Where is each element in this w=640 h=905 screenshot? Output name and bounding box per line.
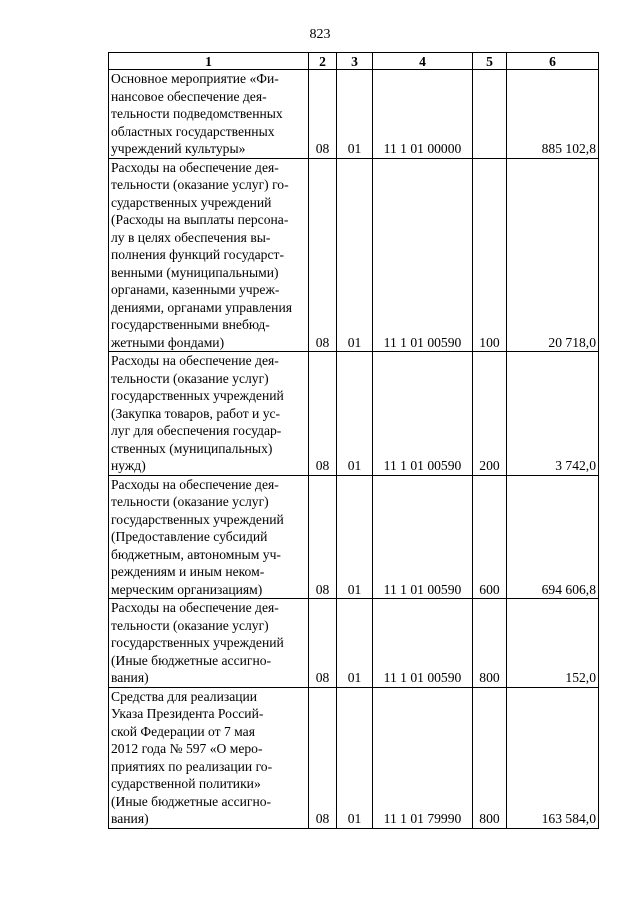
row-amount: 152,0 xyxy=(507,599,599,688)
row-expense-type: 200 xyxy=(473,352,507,476)
row-subsection: 01 xyxy=(337,158,373,352)
row-name: Расходы на обеспечение дея- тельности (оказание услуг) государственных учреждений (Закупка товаров, работ и ус- луг для обеспечения государ- ственных (муниципальных) нужд) xyxy=(109,352,309,476)
row-target: 11 1 01 00000 xyxy=(373,70,473,159)
row-section: 08 xyxy=(309,687,337,828)
header-col-4: 4 xyxy=(373,53,473,70)
row-target: 11 1 01 00590 xyxy=(373,352,473,476)
row-amount: 20 718,0 xyxy=(507,158,599,352)
table-header xyxy=(109,53,599,70)
header-col-3: 3 xyxy=(337,53,373,70)
row-amount: 163 584,0 xyxy=(507,687,599,828)
row-amount: 694 606,8 xyxy=(507,475,599,599)
row-target: 11 1 01 79990 xyxy=(373,687,473,828)
row-section: 08 xyxy=(309,475,337,599)
row-section: 08 xyxy=(309,352,337,476)
row-name: Средства для реализации Указа Президента Россий- ской Федерации от 7 мая 2012 года № 597 «О меро- приятиях по реализации го- сударственной политики» (Иные бюджетные ассигно- вания) xyxy=(109,687,309,828)
table-row xyxy=(109,158,599,352)
table-row xyxy=(109,352,599,476)
row-subsection: 01 xyxy=(337,687,373,828)
row-subsection: 01 xyxy=(337,599,373,688)
row-section: 08 xyxy=(309,70,337,159)
table-row xyxy=(109,70,599,159)
row-expense-type: 600 xyxy=(473,475,507,599)
row-subsection: 01 xyxy=(337,475,373,599)
row-expense-type: 800 xyxy=(473,599,507,688)
table-body xyxy=(109,70,599,829)
row-section: 08 xyxy=(309,158,337,352)
row-amount: 3 742,0 xyxy=(507,352,599,476)
header-row xyxy=(109,53,599,70)
row-expense-type: 800 xyxy=(473,687,507,828)
header-col-6: 6 xyxy=(507,53,599,70)
table-row xyxy=(109,599,599,688)
row-amount: 885 102,8 xyxy=(507,70,599,159)
row-expense-type xyxy=(473,70,507,159)
row-name: Расходы на обеспечение дея- тельности (оказание услуг) го- сударственных учреждений (Расходы на выплаты персона- лу в целях обеспечения вы- полнения функций государст- венными (муниципальными) органами, казенными учреж- дениями, органами управления государственными внебюд- жетными фондами) xyxy=(109,158,309,352)
row-expense-type: 100 xyxy=(473,158,507,352)
row-section: 08 xyxy=(309,599,337,688)
budget-table xyxy=(108,52,599,829)
row-subsection: 01 xyxy=(337,70,373,159)
row-target: 11 1 01 00590 xyxy=(373,158,473,352)
row-target: 11 1 01 00590 xyxy=(373,475,473,599)
row-name: Расходы на обеспечение дея- тельности (оказание услуг) государственных учреждений (Иные бюджетные ассигно- вания) xyxy=(109,599,309,688)
row-name: Расходы на обеспечение дея- тельности (оказание услуг) государственных учреждений (Предоставление субсидий бюджетным, автономным уч- реждениям и иным неком- мерческим организациям) xyxy=(109,475,309,599)
row-subsection: 01 xyxy=(337,352,373,476)
page-number: 823 xyxy=(309,27,331,42)
header-col-1: 1 xyxy=(109,53,309,70)
header-col-2: 2 xyxy=(309,53,337,70)
row-name: Основное мероприятие «Фи- нансовое обеспечение дея- тельности подведомственных областных государственных учреждений культуры» xyxy=(109,70,309,159)
row-target: 11 1 01 00590 xyxy=(373,599,473,688)
table-row xyxy=(109,687,599,828)
table-row xyxy=(109,475,599,599)
header-col-5: 5 xyxy=(473,53,507,70)
